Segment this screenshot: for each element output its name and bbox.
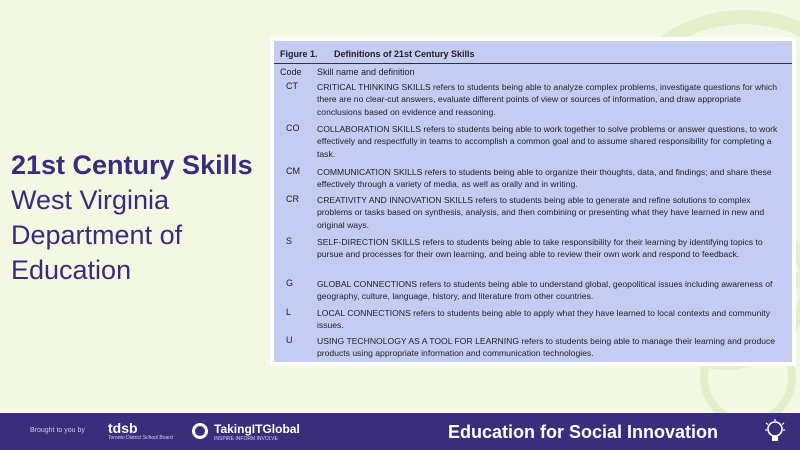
header-code: Code [280,67,302,77]
skill-code: L [286,307,292,317]
lightbulb-icon [764,418,786,445]
divider [274,63,792,64]
skill-code: CT [286,81,298,91]
tdsb-wordmark: tdsb [108,420,138,436]
skill-code: U [286,335,293,345]
figure-title [280,49,475,59]
figure-caption: Definitions of 21st Century Skills [334,49,475,59]
tdsb-subtitle: Toronto District School Board [108,435,173,441]
slide-title [11,148,261,288]
skill-code: G [286,278,294,288]
skill-code: CR [286,194,299,204]
tig-wordmark: TakingITGlobal [214,422,300,436]
header-definition: Skill name and definition [317,67,415,77]
globe-icon [192,423,208,439]
skill-definition: CRITICAL THINKING SKILLS refers to students being able to analyze complex problems, investigate questions for which there are no clear-cut answers, evaluate different points of view or sources of information, and draw appropriate conclusions based on evidence and reasoning. [317,82,777,117]
figure-image [270,37,796,366]
tig-subtitle: INSPIRE INFORM INVOLVE [214,436,278,442]
brought-by-label: Brought to you by [30,427,85,434]
skill-code: CM [286,166,300,176]
skill-code: CO [286,123,300,133]
skill-code: S [286,236,293,246]
skill-definition: SELF-DIRECTION SKILLS refers to students being able to take responsibility for their learning by identifying topics to pursue and processes for their own learning, and being able to review their own work and respond to feedback. [317,237,763,260]
skill-definition: USING TECHNOLOGY AS A TOOL FOR LEARNING refers to students being able to manage their learning and produce products using appropriate information and communication technologies. [317,336,776,359]
figure-number: Figure 1. [280,49,318,59]
footer-bar [0,413,800,450]
skill-definition: CREATIVITY AND INNOVATION SKILLS refers to students being able to generate and refine solutions to complex problems or tasks based on synthesis, analysis, and then combining or presenting what they have learned in new and original ways. [317,195,765,230]
footer-tagline: Education for Social Innovation [448,422,719,442]
skill-definition: COMMUNICATION SKILLS refers to students being able to organize their thoughts, data, and findings; and share these effectively through a variety of media, as well as orally and in writing. [317,167,772,190]
skill-definition: GLOBAL CONNECTIONS refers to students being able to understand global, geopolitical issues including awareness of geography, culture, language, history, and literature from other countries. [317,279,773,302]
title-subtitle: West Virginia Department of Education [11,185,183,285]
tdsb-logo [108,421,173,441]
title-bold: 21st Century Skills [11,150,253,180]
skill-definition: COLLABORATION SKILLS refers to students being able to work together to solve problems or answer questions, to work effectively and respectfully in teams to accomplish a common goal and to assume shared responsibility for completing a task. [317,124,778,159]
figure-panel [274,41,792,362]
skill-definition: LOCAL CONNECTIONS refers to students being able to apply what they have learned to local contexts and community issues. [317,308,770,331]
